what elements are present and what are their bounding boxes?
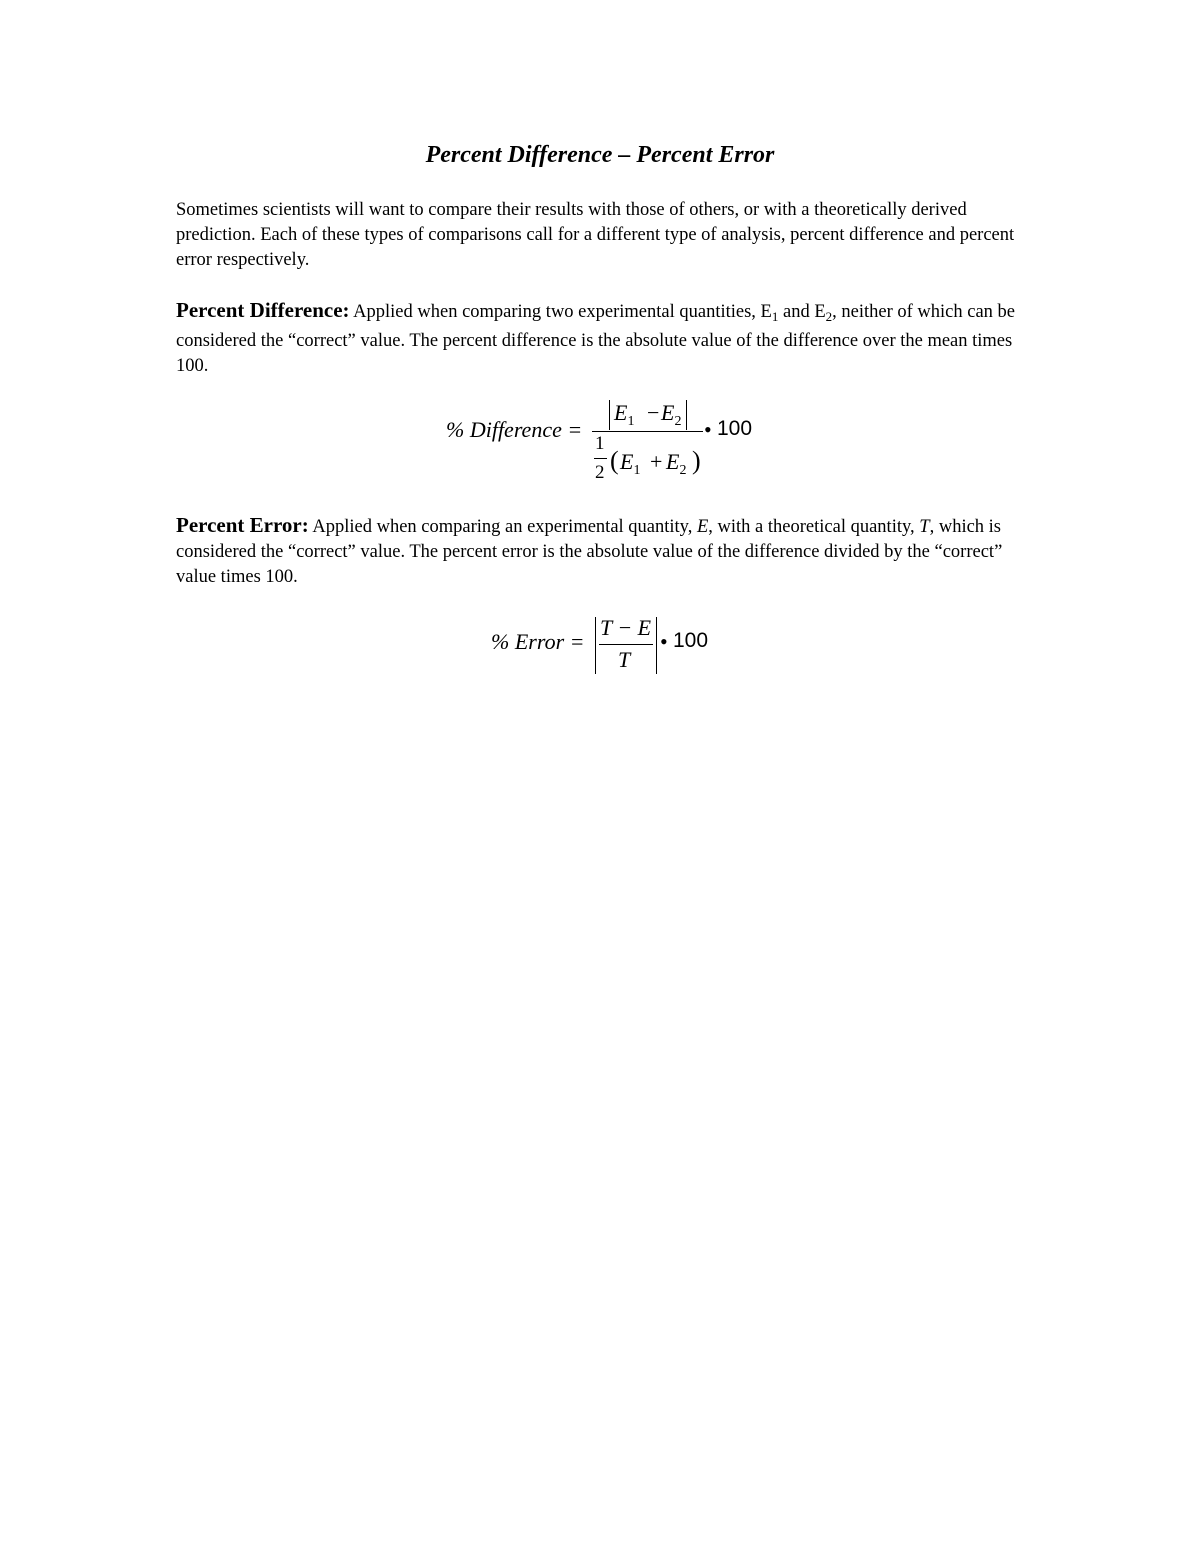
- factor-100: 100: [717, 417, 753, 440]
- percent-error-text-3: , which is considered the “correct” value. The percent error is the absolute value of the difference divided by the “correct” value times 100.: [176, 517, 1003, 587]
- num-e2: $E_2$: [661, 400, 682, 429]
- intro-paragraph: Sometimes scientists will want to compare their results with those of others, or with a theoretically derived prediction. Each of these types of comparisons call for a different type of analysis, percent difference and percent error respectively.: [176, 200, 1015, 270]
- den-plus: +: [650, 449, 663, 474]
- error-abs-bar-right: [656, 617, 657, 674]
- den-e2: $E_2$: [666, 449, 687, 478]
- half-numerator: 1: [595, 433, 605, 454]
- error-fraction-line: [599, 644, 653, 645]
- error-times-dot: •: [660, 629, 668, 654]
- abs-bar-right: [686, 400, 687, 430]
- times-dot: •: [704, 417, 712, 442]
- error-abs-bar-left: [595, 617, 596, 674]
- percent-difference-heading: Percent Difference:: [176, 298, 350, 322]
- error-numerator: T − E: [600, 615, 652, 640]
- var-t: T: [919, 517, 930, 537]
- den-e1: $E_1$: [620, 449, 641, 478]
- percent-error-text-2: , with a theoretical quantity,: [708, 517, 920, 537]
- percent-error-heading: Percent Error:: [176, 513, 309, 537]
- var-e: E: [696, 517, 709, 537]
- subscript-2: 2: [825, 309, 833, 324]
- percent-difference-text-2: and E: [778, 302, 826, 322]
- num-minus: −: [647, 400, 660, 425]
- percent-difference-text-3: , neither of which can be considered the “correct” value. The percent difference is the absolute value of the difference over the mean times 100.: [176, 302, 1015, 376]
- den-close-paren: ): [692, 446, 701, 475]
- half-denominator: 2: [595, 462, 605, 483]
- error-factor-100: 100: [673, 629, 709, 652]
- percent-error-paragraph: [176, 513, 1016, 590]
- formula-difference-lhs: % Difference =: [446, 417, 583, 442]
- percent-difference-text-1: Applied when comparing two experimental quantities, E: [349, 302, 772, 322]
- abs-bar-left: [609, 400, 610, 430]
- formula-error-lhs: % Error =: [491, 629, 585, 654]
- percent-difference-paragraph: [176, 298, 1016, 379]
- subscript-1: 1: [771, 309, 779, 324]
- den-open-paren: (: [610, 446, 619, 475]
- num-e1: $E_1$: [614, 400, 635, 429]
- error-denominator: T: [618, 647, 631, 672]
- fraction-line: [592, 431, 703, 432]
- percent-error-text-1: Applied when comparing an experimental quantity,: [308, 517, 697, 537]
- half-fraction-line: [594, 458, 607, 459]
- document-title: Percent Difference – Percent Error: [425, 142, 775, 168]
